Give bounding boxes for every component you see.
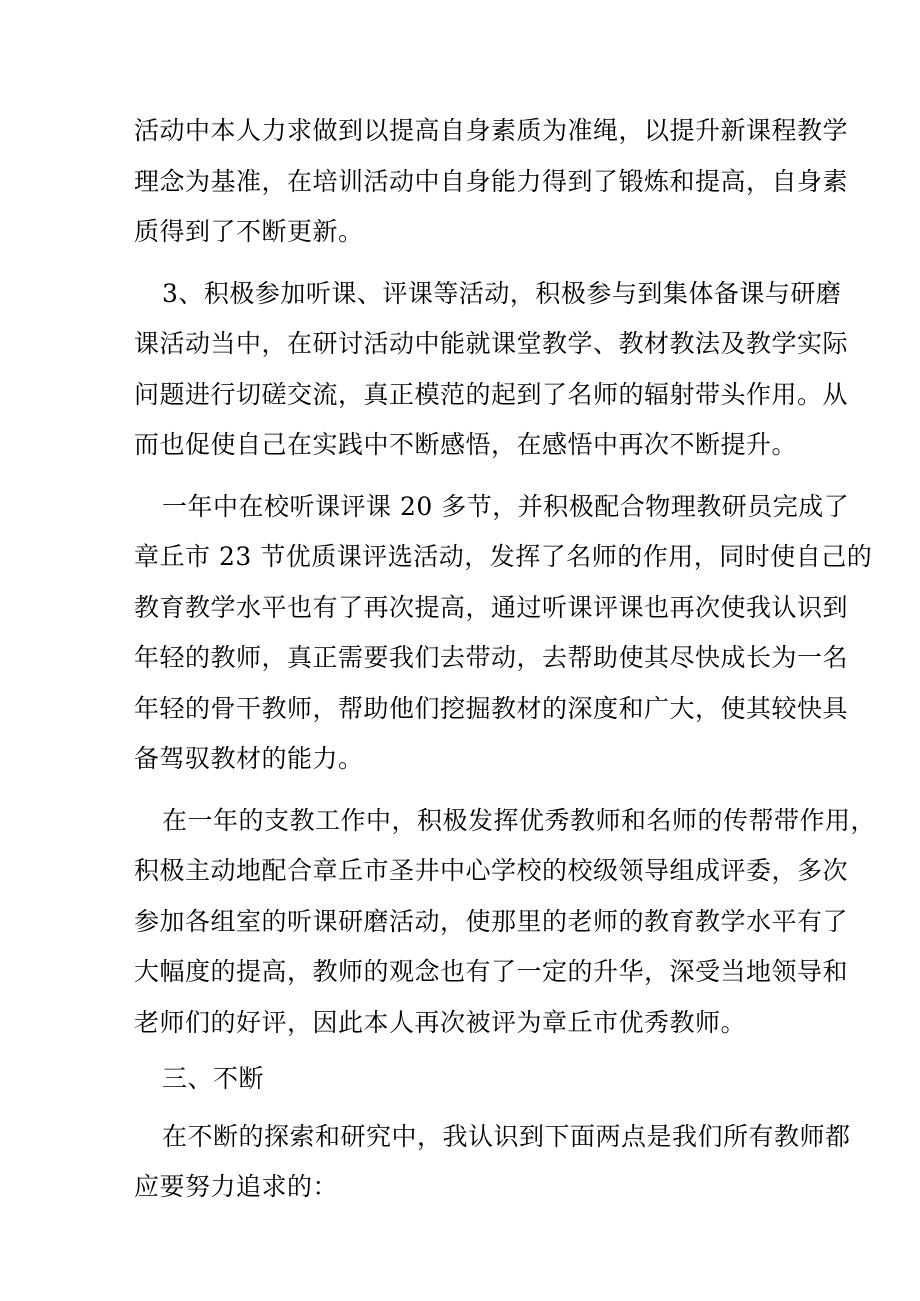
text-line: 质得到了不断更新。: [134, 217, 364, 246]
text-line: 理念为基准，在培训活动中自身能力得到了锻炼和提高，自身素: [134, 167, 849, 196]
text-line: 课活动当中，在研讨活动中能就课堂教学、教材教法及教学实际: [134, 329, 849, 358]
text-line: 年轻的骨干教师，帮助他们挖掘教材的深度和广大，使其较快具: [134, 694, 849, 723]
text-line: 活动中本人力求做到以提高自身素质为准绳，以提升新课程教学: [134, 116, 849, 145]
text-line: 大幅度的提高，教师的观念也有了一定的升华，深受当地领导和: [134, 957, 849, 986]
text-line: 老师们的好评，因此本人再次被评为章丘市优秀教师。: [134, 1008, 747, 1037]
text-line: 在不断的探索和研究中，我认识到下面两点是我们所有教师都: [162, 1122, 851, 1151]
text-line: 备驾驭教材的能力。: [134, 744, 364, 773]
text-line: 应要努力追求的：: [134, 1172, 339, 1201]
text-line: 3、积极参加听课、评课等活动，积极参与到集体备课与研磨: [162, 279, 842, 308]
text-line: 章丘市 23 节优质课评选活动，发挥了名师的作用，同时使自己的: [134, 542, 873, 571]
text-line: 年轻的教师，真正需要我们去带动，去帮助使其尽快成长为一名: [134, 643, 849, 672]
text-line: 参加各组室的听课研磨活动，使那里的老师的教育教学水平有了: [134, 907, 849, 936]
text-line: 教育教学水平也有了再次提高，通过听课评课也再次使我认识到: [134, 593, 849, 622]
text-line: 问题进行切磋交流，真正模范的起到了名师的辐射带头作用。从: [134, 380, 849, 409]
text-line: 在一年的支教工作中，积极发挥优秀教师和名师的传帮带作用，: [162, 806, 877, 835]
text-line: 一年中在校听课评课 20 多节，并积极配合物理教研员完成了: [162, 492, 850, 521]
text-line: 积极主动地配合章丘市圣井中心学校的校级领导组成评委，多次: [134, 856, 849, 885]
section-heading: 三、不断: [162, 1064, 265, 1093]
text-line: 而也促使自己在实践中不断感悟，在感悟中再次不断提升。: [134, 430, 798, 459]
